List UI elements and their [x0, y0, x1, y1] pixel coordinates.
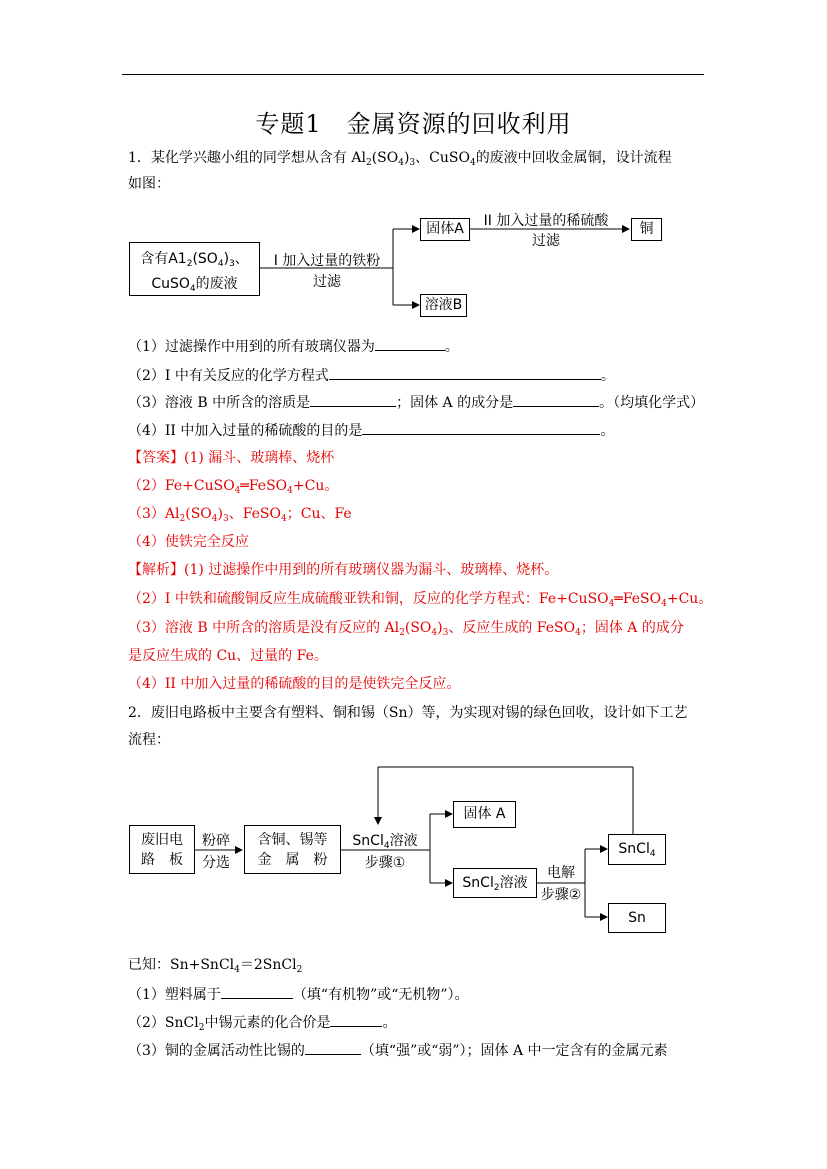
q1-analysis-2: （2）I 中铁和硫酸铜反应生成硫酸亚铁和铜，反应的化学方程式：Fe+CuSO$_4$═FeSO$_4$+Cu。: [128, 591, 713, 609]
q2-part2: （2）SnCl$_2$中锡元素的化合价是 。: [128, 1012, 708, 1037]
q2-stem-line2: 流程：: [128, 732, 170, 748]
q1-start-box: 含有$A1_2(SO_4)_3$、 CuSO$_4$的废液: [129, 242, 260, 296]
q2-step1-number: 步骤①: [364, 855, 406, 871]
q1-answer-4: （4）使铁完全反应: [128, 534, 249, 550]
q2-part3: （3）铜的金属活动性比锡的 （填“强”或“弱”）；固体 A 中一定含有的金属元素: [128, 1040, 708, 1060]
q1-step1-label: I 加入过量的铁粉: [273, 253, 381, 269]
q1-analysis-4: （4）II 中加入过量的稀硫酸的目的是使铁完全反应。: [128, 676, 461, 692]
q1-solution-b-box: 溶液B: [420, 294, 467, 317]
q1-copper-box: 铜: [631, 218, 662, 241]
q1-analysis-3-line2: 是反应生成的 Cu、过量的 Fe。: [128, 648, 328, 664]
q2-metal-powder-box: 含铜、锡等 金 属 粉: [244, 825, 341, 874]
q1-part2: （2）I 中有关反应的化学方程式 。: [128, 365, 708, 385]
q1-step2-label: II 加入过量的稀硫酸: [483, 213, 609, 229]
q2-step1-label: 粉碎: [202, 833, 230, 849]
q1-step1-sub: 过滤: [313, 274, 341, 290]
q2-solid-a-box: 固体 A: [453, 801, 516, 828]
q2-step2-number: 步骤②: [540, 887, 582, 903]
q1-analysis-1: 【解析】(1) 过滤操作中用到的所有玻璃仪器为漏斗、玻璃棒、烧杯。: [128, 562, 559, 578]
q2-sncl4-box: SnCl$_4$: [608, 834, 666, 865]
q1-answer-1: 【答案】(1) 漏斗、玻璃棒、烧杯: [128, 450, 335, 466]
q1-solid-a-box: 固体A: [420, 218, 470, 241]
q1-stem-line2: 如图：: [128, 176, 170, 192]
q2-part1: （1）塑料属于 （填“有机物”或“无机物”）。: [128, 984, 708, 1004]
q2-step-sncl4-label: SnCl$_4$溶液: [352, 833, 418, 851]
q1-part1: （1）过滤操作中用到的所有玻璃仪器为 。: [128, 336, 708, 356]
q1-stem: 1．某化学兴趣小组的同学想从含有 $Al_2(SO_4)_3$、CuSO$_4$的废液中回收金属铜，设计流程: [128, 150, 672, 168]
q2-step2-label: 电解: [547, 865, 575, 881]
q1-part3: （3）溶液 B 中所含的溶质是 ；固体 A 的成分是 。（均填化学式）: [128, 392, 708, 412]
q2-sn-box: Sn: [608, 903, 666, 933]
q2-sncl2-box: SnCl$_2$溶液: [453, 868, 537, 898]
q2-stem: 2．废旧电路板中主要含有塑料、铜和锡（Sn）等，为实现对锡的绿色回收，设计如下工艺: [128, 705, 688, 721]
q1-analysis-3: （3）溶液 B 中所含的溶质是没有反应的 $Al_2(SO_4)_3$、反应生成的 FeSO$_4$；固体 A 的成分: [128, 620, 684, 638]
q1-answer-3: $(3)Al_2(SO_4)_3$、FeSO$_4$；Cu、Fe: [128, 506, 352, 524]
q1-answer-2: （2）Fe+CuSO$_4$═FeSO$_4$+Cu。: [128, 478, 339, 496]
q2-step1-sub: 分选: [202, 855, 230, 871]
q2-known: 已知：Sn+SnCl$_4$＝2SnCl$_2$: [128, 957, 303, 975]
q2-start-box: 废旧电 路 板: [129, 825, 195, 874]
q1-part4: （4）II 中加入过量的稀硫酸的目的是 。: [128, 420, 708, 440]
q1-step2-sub: 过滤: [532, 233, 560, 249]
page-title: 专题1 金属资源的回收利用: [255, 110, 572, 138]
